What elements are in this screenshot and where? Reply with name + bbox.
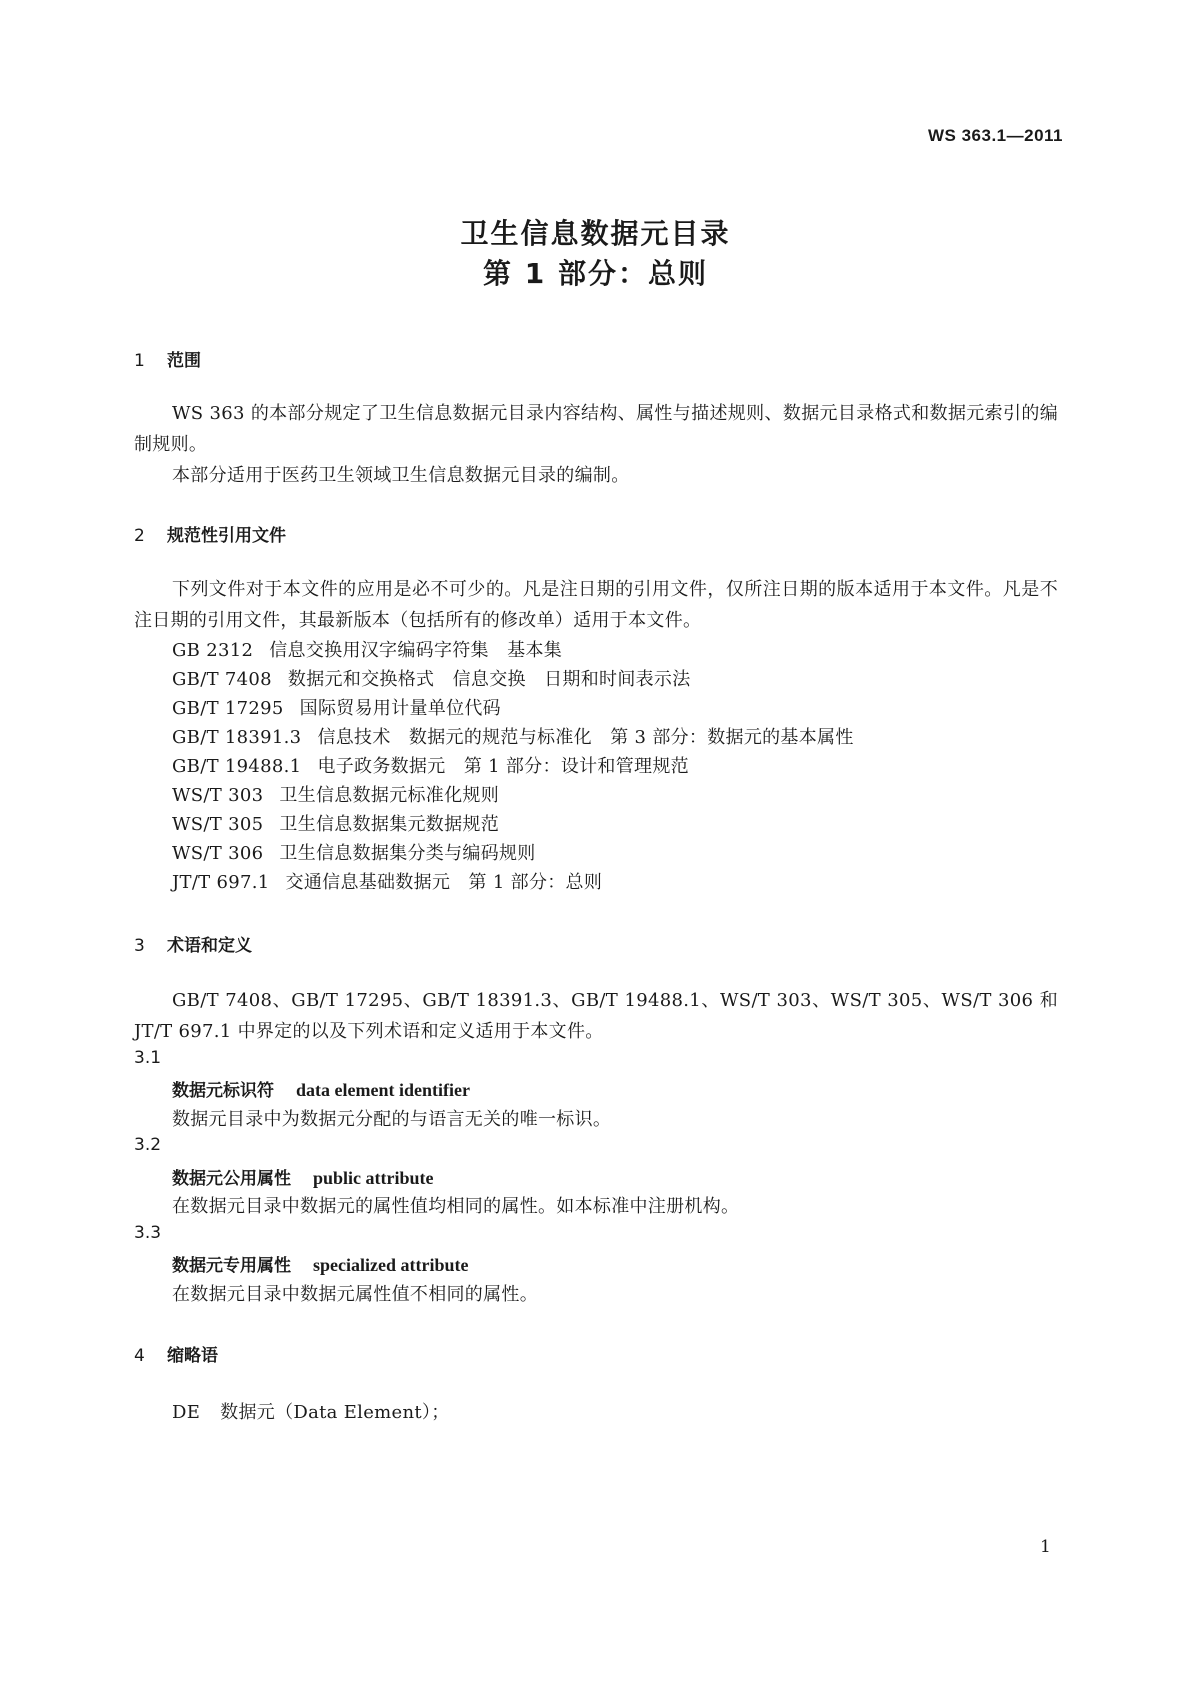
reference-code: WS/T 306	[172, 843, 264, 864]
reference-code: WS/T 305	[172, 814, 264, 835]
reference-title: 电子政务数据元 第 1 部分：设计和管理规范	[317, 756, 689, 777]
section-4-heading	[134, 1341, 218, 1366]
abbreviation-expansion: 数据元（Data Element）；	[220, 1402, 450, 1423]
section-title: 规范性引用文件	[167, 526, 286, 546]
reference-code: JT/T 697.1	[172, 872, 270, 893]
reference-item	[172, 838, 536, 869]
term-name-en: specialized attribute	[313, 1255, 469, 1275]
reference-item	[172, 722, 854, 753]
term-number: 3.2	[134, 1135, 162, 1155]
reference-code: GB/T 18391.3	[172, 727, 302, 748]
section-title: 范围	[167, 351, 201, 371]
section-number: 4	[134, 1346, 145, 1366]
reference-title: 卫生信息数据集元数据规范	[279, 814, 499, 835]
section-2-intro	[134, 574, 1058, 636]
standard-number: WS 363.1—2011	[927, 126, 1063, 145]
section-title: 缩略语	[167, 1346, 218, 1366]
reference-item	[172, 751, 689, 782]
reference-code: WS/T 303	[172, 785, 264, 806]
reference-item	[172, 635, 562, 666]
document-title: 卫生信息数据元目录	[460, 217, 731, 250]
reference-title: 信息交换用汉字编码字符集 基本集	[269, 640, 563, 661]
term-definition: 数据元目录中为数据元分配的与语言无关的唯一标识。	[172, 1109, 612, 1130]
term-number: 3.3	[134, 1223, 162, 1243]
term-name-zh: 数据元专用属性	[172, 1256, 291, 1276]
paragraph: GB/T 7408、GB/T 17295、GB/T 18391.3、GB/T 19488.1、WS/T 303、WS/T 305、WS/T 306 和 JT/T 697.1 中界定的以及下列术语和定义适用于本文件。	[134, 990, 1058, 1042]
reference-code: GB/T 7408	[172, 669, 272, 690]
reference-title: 卫生信息数据集分类与编码规则	[279, 843, 536, 864]
term-number: 3.1	[134, 1048, 162, 1068]
reference-item	[172, 693, 501, 724]
reference-code: GB/T 19488.1	[172, 756, 302, 777]
reference-title: 信息技术 数据元的规范与标准化 第 3 部分：数据元的基本属性	[317, 727, 854, 748]
term-name	[172, 1076, 470, 1101]
reference-item	[172, 809, 499, 840]
reference-title: 交通信息基础数据元 第 1 部分：总则	[285, 872, 603, 893]
reference-item	[172, 664, 691, 695]
reference-title: 国际贸易用计量单位代码	[299, 698, 501, 719]
abbreviation: DE	[172, 1402, 201, 1423]
paragraph: 下列文件对于本文件的应用是必不可少的。凡是注日期的引用文件，仅所注日期的版本适用于本文件。凡是不注日期的引用文件，其最新版本（包括所有的修改单）适用于本文件。	[134, 579, 1058, 631]
section-number: 2	[134, 526, 145, 546]
section-3-intro	[134, 985, 1058, 1047]
term-name-zh: 数据元公用属性	[172, 1169, 291, 1189]
section-1-body	[134, 398, 1058, 491]
reference-item	[172, 780, 499, 811]
section-2-heading	[134, 521, 286, 546]
section-3-heading	[134, 931, 252, 956]
section-1-heading	[134, 346, 201, 371]
section-title: 术语和定义	[167, 936, 252, 956]
term-definition: 在数据元目录中数据元属性值不相同的属性。	[172, 1284, 538, 1305]
term-name-en: public attribute	[313, 1168, 434, 1188]
reference-title: 数据元和交换格式 信息交换 日期和时间表示法	[287, 669, 691, 690]
section-number: 1	[134, 351, 145, 371]
term-name	[172, 1251, 468, 1276]
reference-item	[172, 867, 602, 898]
term-name	[172, 1164, 434, 1189]
term-name-en: data element identifier	[296, 1080, 470, 1100]
reference-title: 卫生信息数据元标准化规则	[279, 785, 499, 806]
paragraph: 本部分适用于医药卫生领域卫生信息数据元目录的编制。	[172, 465, 630, 486]
document-subtitle: 第 1 部分：总则	[483, 257, 708, 290]
section-number: 3	[134, 936, 145, 956]
abbreviation-item	[172, 1398, 450, 1424]
paragraph: WS 363 的本部分规定了卫生信息数据元目录内容结构、属性与描述规则、数据元目录格式和数据元索引的编制规则。	[134, 403, 1058, 455]
reference-code: GB/T 17295	[172, 698, 284, 719]
term-name-zh: 数据元标识符	[172, 1081, 274, 1101]
page-number: 1	[1040, 1537, 1051, 1557]
term-definition: 在数据元目录中数据元的属性值均相同的属性。如本标准中注册机构。	[172, 1196, 740, 1217]
reference-code: GB 2312	[172, 640, 254, 661]
